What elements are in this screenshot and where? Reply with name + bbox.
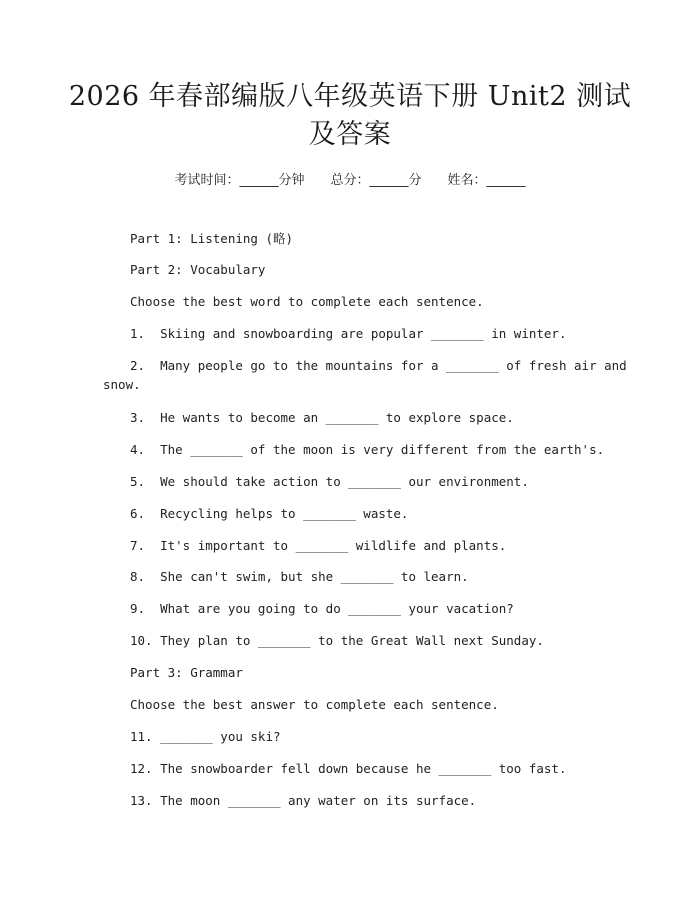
exam-meta [0, 169, 700, 188]
part1-heading: Part 1: Listening (略) [130, 231, 294, 246]
question-10: 10. They plan to _______ to the Great Wall next Sunday. [130, 633, 544, 648]
title-line-1: 2026 年春部编版八年级英语下册 Unit2 测试 [68, 81, 632, 112]
question-6: 6. Recycling helps to _______ waste. [130, 506, 409, 521]
question-7: 7. It's important to _______ wildlife and plants. [130, 538, 507, 553]
question-12: 12. The snowboarder fell down because he _______ too fast. [130, 761, 567, 776]
student-name: 姓名：______ [447, 173, 526, 188]
part3-heading: Part 3: Grammar [130, 665, 243, 680]
question-4: 4. The _______ of the moon is very different from the earth's. [130, 442, 605, 457]
question-5: 5. We should take action to _______ our environment. [130, 474, 529, 489]
total-score: 总分：______分 [330, 173, 422, 188]
question-2-continued: snow. [103, 377, 141, 392]
part3-instruction: Choose the best answer to complete each sentence. [130, 697, 499, 712]
document-title [60, 78, 640, 154]
question-8: 8. She can't swim, but she _______ to learn. [130, 569, 469, 584]
part2-instruction: Choose the best word to complete each sentence. [130, 294, 484, 309]
question-9: 9. What are you going to do _______ your vacation? [130, 601, 514, 616]
question-13: 13. The moon _______ any water on its surface. [130, 793, 477, 808]
question-11: 11. _______ you ski? [130, 729, 281, 744]
question-1: 1. Skiing and snowboarding are popular _______ in winter. [130, 326, 567, 341]
question-2: 2. Many people go to the mountains for a _______ of fresh air and [130, 358, 627, 373]
title-line-2: 及答案 [308, 119, 392, 150]
part2-heading: Part 2: Vocabulary [130, 262, 266, 277]
question-3: 3. He wants to become an _______ to explore space. [130, 410, 514, 425]
exam-time: 考试时间：______分钟 [174, 173, 305, 188]
